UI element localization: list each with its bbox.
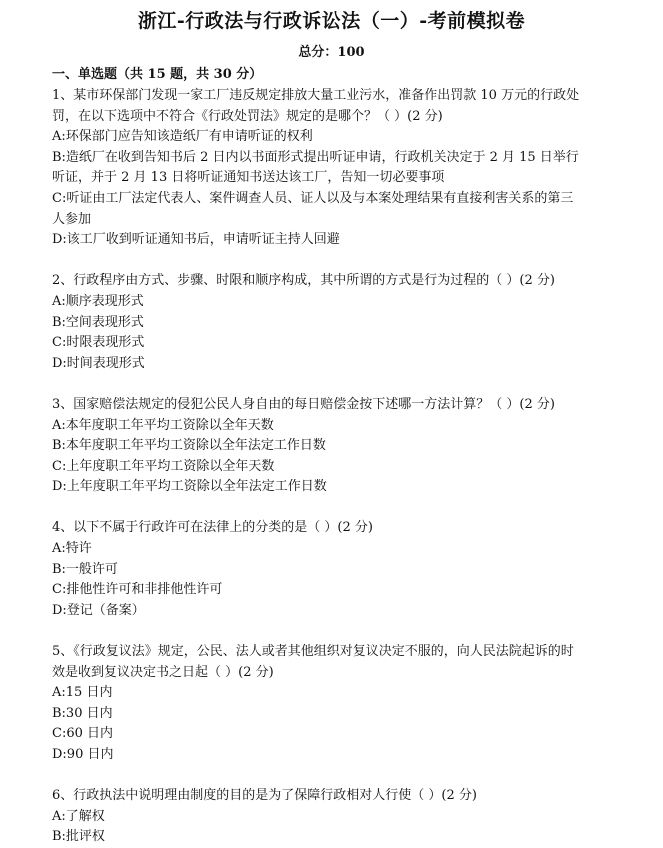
question-stem-line: 1、某市环保部门发现一家工厂违反规定排放大量工业污水，准备作出罚款 10 万元的行政处 xyxy=(52,88,580,103)
option-d: D:上年度职工年平均工资除以全年法定工作日数 xyxy=(52,479,327,495)
option-b: B:批评权 xyxy=(52,829,105,845)
option-b-continued: 听证，并于 2 月 13 日将听证通知书送达该工厂，告知一切必要事项 xyxy=(52,170,445,186)
question-4 xyxy=(52,518,612,621)
question-stem-line: 2、行政程序由方式、步骤、时限和顺序构成，其中所谓的方式是行为过程的（ ）(2 分) xyxy=(52,273,555,289)
option-d: D:时间表现形式 xyxy=(52,355,145,371)
option-d: D:90 日内 xyxy=(52,747,114,762)
option-a: A:环保部门应告知该造纸厂有申请听证的权利 xyxy=(52,129,313,145)
total-score: 总分：100 xyxy=(298,45,365,60)
question-list xyxy=(52,86,612,848)
option-b: B:本年度职工年平均工资除以全年法定工作日数 xyxy=(52,438,326,454)
question-5 xyxy=(52,642,612,766)
option-c: C:上年度职工年平均工资除以全年天数 xyxy=(52,458,275,474)
exam-title: 浙江-行政法与行政诉讼法（一）-考前模拟卷 xyxy=(137,10,526,32)
question-1 xyxy=(52,86,612,251)
option-d: D:该工厂收到听证通知书后，申请听证主持人回避 xyxy=(52,232,340,248)
question-stem-line: 5、《行政复议法》规定，公民、法人或者其他组织对复议决定不服的，向人民法院起诉的时 xyxy=(52,644,574,660)
option-a: A:了解权 xyxy=(52,808,105,824)
option-b: B:空间表现形式 xyxy=(52,314,144,330)
option-a: A:特许 xyxy=(52,541,92,557)
question-stem-line: 3、国家赔偿法规定的侵犯公民人身自由的每日赔偿金按下述哪一方法计算？（ ）(2 分) xyxy=(52,396,555,412)
question-stem-line: 6、行政执法中说明理由制度的目的是为了保障行政相对人行使（ ）(2 分) xyxy=(52,788,477,804)
option-a: A:15 日内 xyxy=(52,685,113,701)
option-b: B:一般许可 xyxy=(52,561,118,577)
question-stem-line: 罚，在以下选项中不符合《行政处罚法》规定的是哪个？（ ）(2 分) xyxy=(52,108,443,124)
question-6 xyxy=(52,786,612,848)
option-c: C:排他性许可和非排他性许可 xyxy=(52,582,223,598)
question-3 xyxy=(52,395,612,498)
question-2 xyxy=(52,271,612,374)
option-a: A:本年度职工年平均工资除以全年天数 xyxy=(52,417,274,433)
option-c: C:60 日内 xyxy=(52,726,114,742)
option-d: D:登记（备案） xyxy=(52,602,145,618)
section-heading: 一、单选题（共 15 题，共 30 分） xyxy=(52,67,263,82)
question-stem-line: 4、以下不属于行政许可在法律上的分类的是（ ）(2 分) xyxy=(52,520,373,536)
option-c-continued: 人参加 xyxy=(52,211,92,227)
option-b: B:造纸厂在收到告知书后 2 日内以书面形式提出听证申请，行政机关决定于 2 月 15 日举行 xyxy=(52,149,579,165)
option-a: A:顺序表现形式 xyxy=(52,293,144,309)
option-c: C:听证由工厂法定代表人、案件调查人员、证人以及与本案处理结果有直接利害关系的第三 xyxy=(52,190,574,206)
question-stem-line: 效是收到复议决定书之日起（ ）(2 分) xyxy=(52,664,274,680)
option-b: B:30 日内 xyxy=(52,705,113,721)
option-c: C:时限表现形式 xyxy=(52,335,145,351)
